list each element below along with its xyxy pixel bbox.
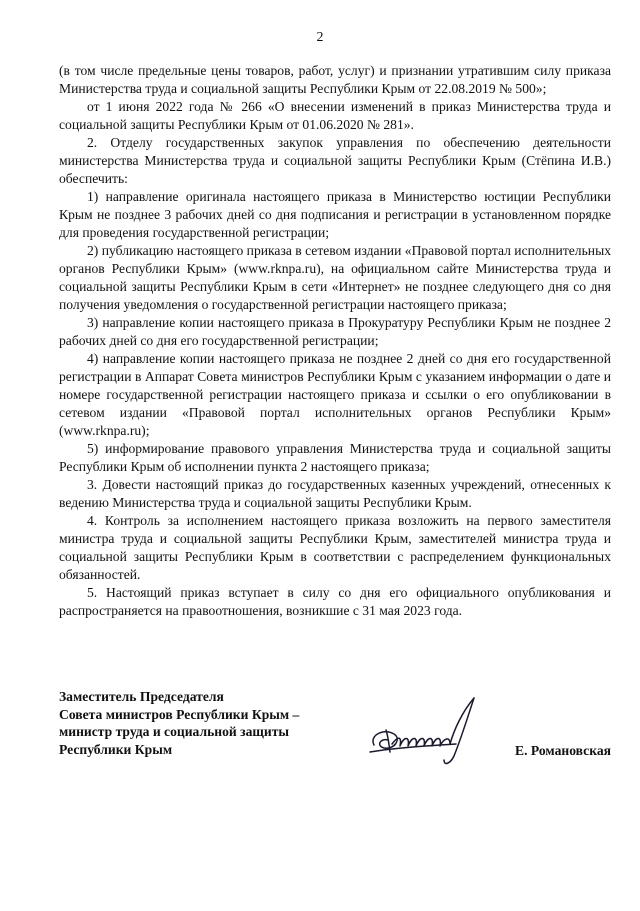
paragraph-clause-4: 4. Контроль за исполнением настоящего приказа возложить на первого заместителя министра труда и социальной защиты Республики Крым, заместителей министра труда и социальной защиты Республики Крым в соответствии с распределением функциональных обязанностей. bbox=[59, 513, 611, 582]
paragraph-subclause-4: 4) направление копии настоящего приказа не позднее 2 дней со дня его государственной регистрации в Аппарат Совета министров Республики Крым с указанием информации о дате и номере государственной регистрации настоящего приказа и ссылки о его опубликовании в сетевом издании «Правовой портал исполнительных органов Республики Крым» (www.rknpa.ru); bbox=[59, 351, 611, 438]
paragraph-clause-3: 3. Довести настоящий приказ до государственных казенных учреждений, отнесенных к ведению Министерства труда и социальной защиты Республики Крым. bbox=[59, 477, 611, 510]
signature-block bbox=[59, 688, 611, 798]
paragraph-subclause-1: 1) направление оригинала настоящего приказа в Министерство юстиции Республики Крым не позднее 3 рабочих дней со дня подписания и регистрации в установленном порядке для проведения государственной регистрации; bbox=[59, 189, 611, 240]
paragraph-subclause-5: 5) информирование правового управления Министерства труда и социальной защиты Республики Крым об исполнении пункта 2 настоящего приказа; bbox=[59, 441, 611, 474]
paragraph-clause-2: 2. Отделу государственных закупок управления по обеспечению деятельности министерства Министерства труда и социальной защиты Республики Крым (Стёпина И.В.) обеспечить: bbox=[59, 135, 611, 186]
document-body bbox=[59, 62, 611, 620]
paragraph-subclause-3: 3) направление копии настоящего приказа в Прокуратуру Республики Крым не позднее 2 рабочих дней со дня его государственной регистрации; bbox=[59, 315, 611, 348]
paragraph-amendment-item: от 1 июня 2022 года № 266 «О внесении изменений в приказ Министерства труда и социальной защиты Республики Крым от 01.06.2020 № 281». bbox=[59, 99, 611, 132]
paragraph-continuation: (в том числе предельные цены товаров, работ, услуг) и признании утратившим силу приказа Министерства труда и социальной защиты Республики Крым от 22.08.2019 № 500»; bbox=[59, 63, 611, 96]
signer-title-line: Заместитель Председателя bbox=[59, 689, 224, 704]
signer-name: Е. Романовская bbox=[515, 743, 611, 758]
signer-title-line: Республики Крым bbox=[59, 741, 173, 757]
page-number: 2 bbox=[316, 30, 324, 45]
paragraph-subclause-2: 2) публикацию настоящего приказа в сетевом издании «Правовой портал исполнительных органов Республики Крым» (www.rknpa.ru), на официальном сайте Министерства труда и социальной защиты Республики Крым в сети «Интернет» не позднее следующего дня со дня получения уведомления о государственной регистрации настоящего приказа; bbox=[59, 243, 611, 312]
signer-title-line: министр труда и социальной защиты bbox=[59, 724, 290, 739]
signer-title-line: Совета министров Республики Крым – bbox=[59, 706, 300, 722]
paragraph-clause-5: 5. Настоящий приказ вступает в силу со дня его официального опубликования и распространяется на правоотношения, возникшие с 31 мая 2023 года. bbox=[59, 585, 611, 618]
signer-title bbox=[59, 688, 359, 758]
handwritten-signature bbox=[364, 690, 499, 772]
